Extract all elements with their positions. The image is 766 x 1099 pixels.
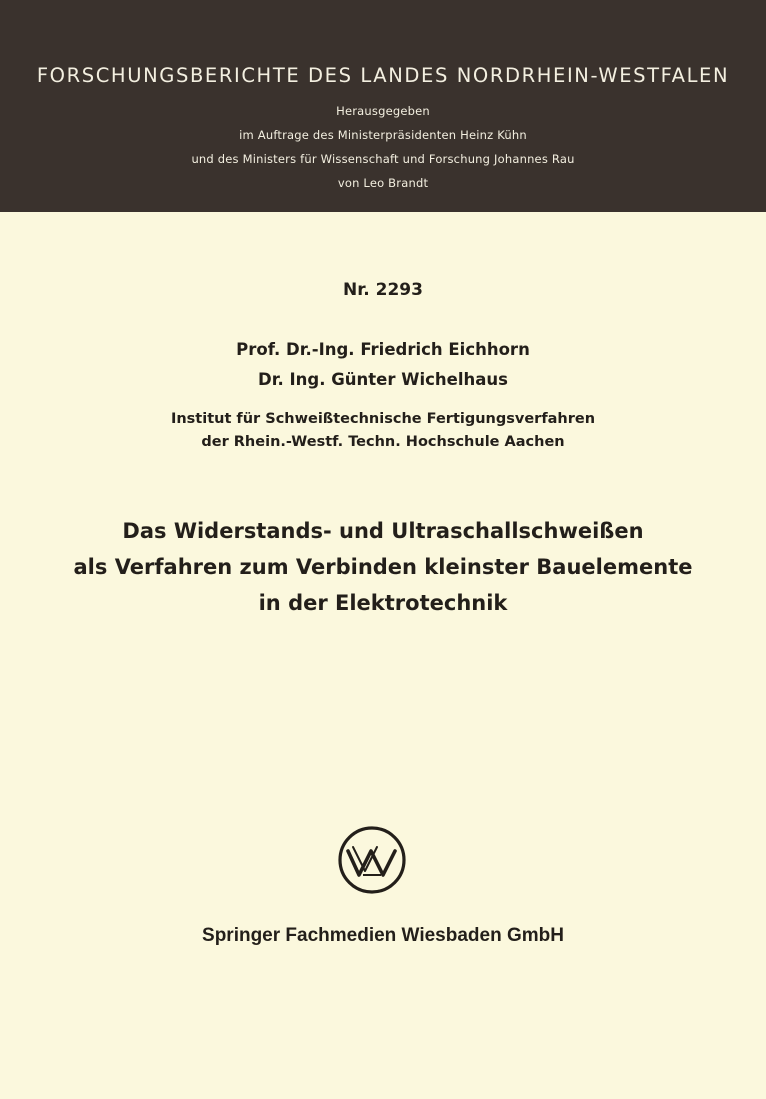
author-1: Prof. Dr.-Ing. Friedrich Eichhorn — [236, 340, 530, 359]
book-title-line-1: Das Widerstands- und Ultraschallschweißen — [122, 519, 644, 543]
editor-line-1: Herausgegeben — [336, 104, 430, 118]
editor-line-4: von Leo Brandt — [337, 176, 429, 190]
institute-line-2: der Rhein.-Westf. Techn. Hochschule Aachen — [201, 434, 565, 450]
book-title-line-2: als Verfahren zum Verbinden kleinster Bauelemente — [73, 555, 693, 579]
report-number: Nr. 2293 — [343, 280, 423, 300]
editor-line-3: und des Ministers für Wissenschaft und Forschung Johannes Rau — [191, 152, 575, 166]
series-header — [0, 0, 766, 212]
westdeutscher-verlag-logo-icon — [337, 825, 407, 895]
book-title-line-3: in der Elektrotechnik — [258, 591, 508, 615]
series-title: FORSCHUNGSBERICHTE DES LANDES NORDRHEIN-WESTFALEN — [36, 64, 730, 87]
institute-line-1: Institut für Schweißtechnische Fertigungsverfahren — [170, 411, 596, 427]
publisher-name: Springer Fachmedien Wiesbaden GmbH — [202, 925, 564, 946]
author-2: Dr. Ing. Günter Wichelhaus — [258, 370, 508, 389]
editor-line-2: im Auftrage des Ministerpräsidenten Heinz Kühn — [239, 128, 527, 142]
